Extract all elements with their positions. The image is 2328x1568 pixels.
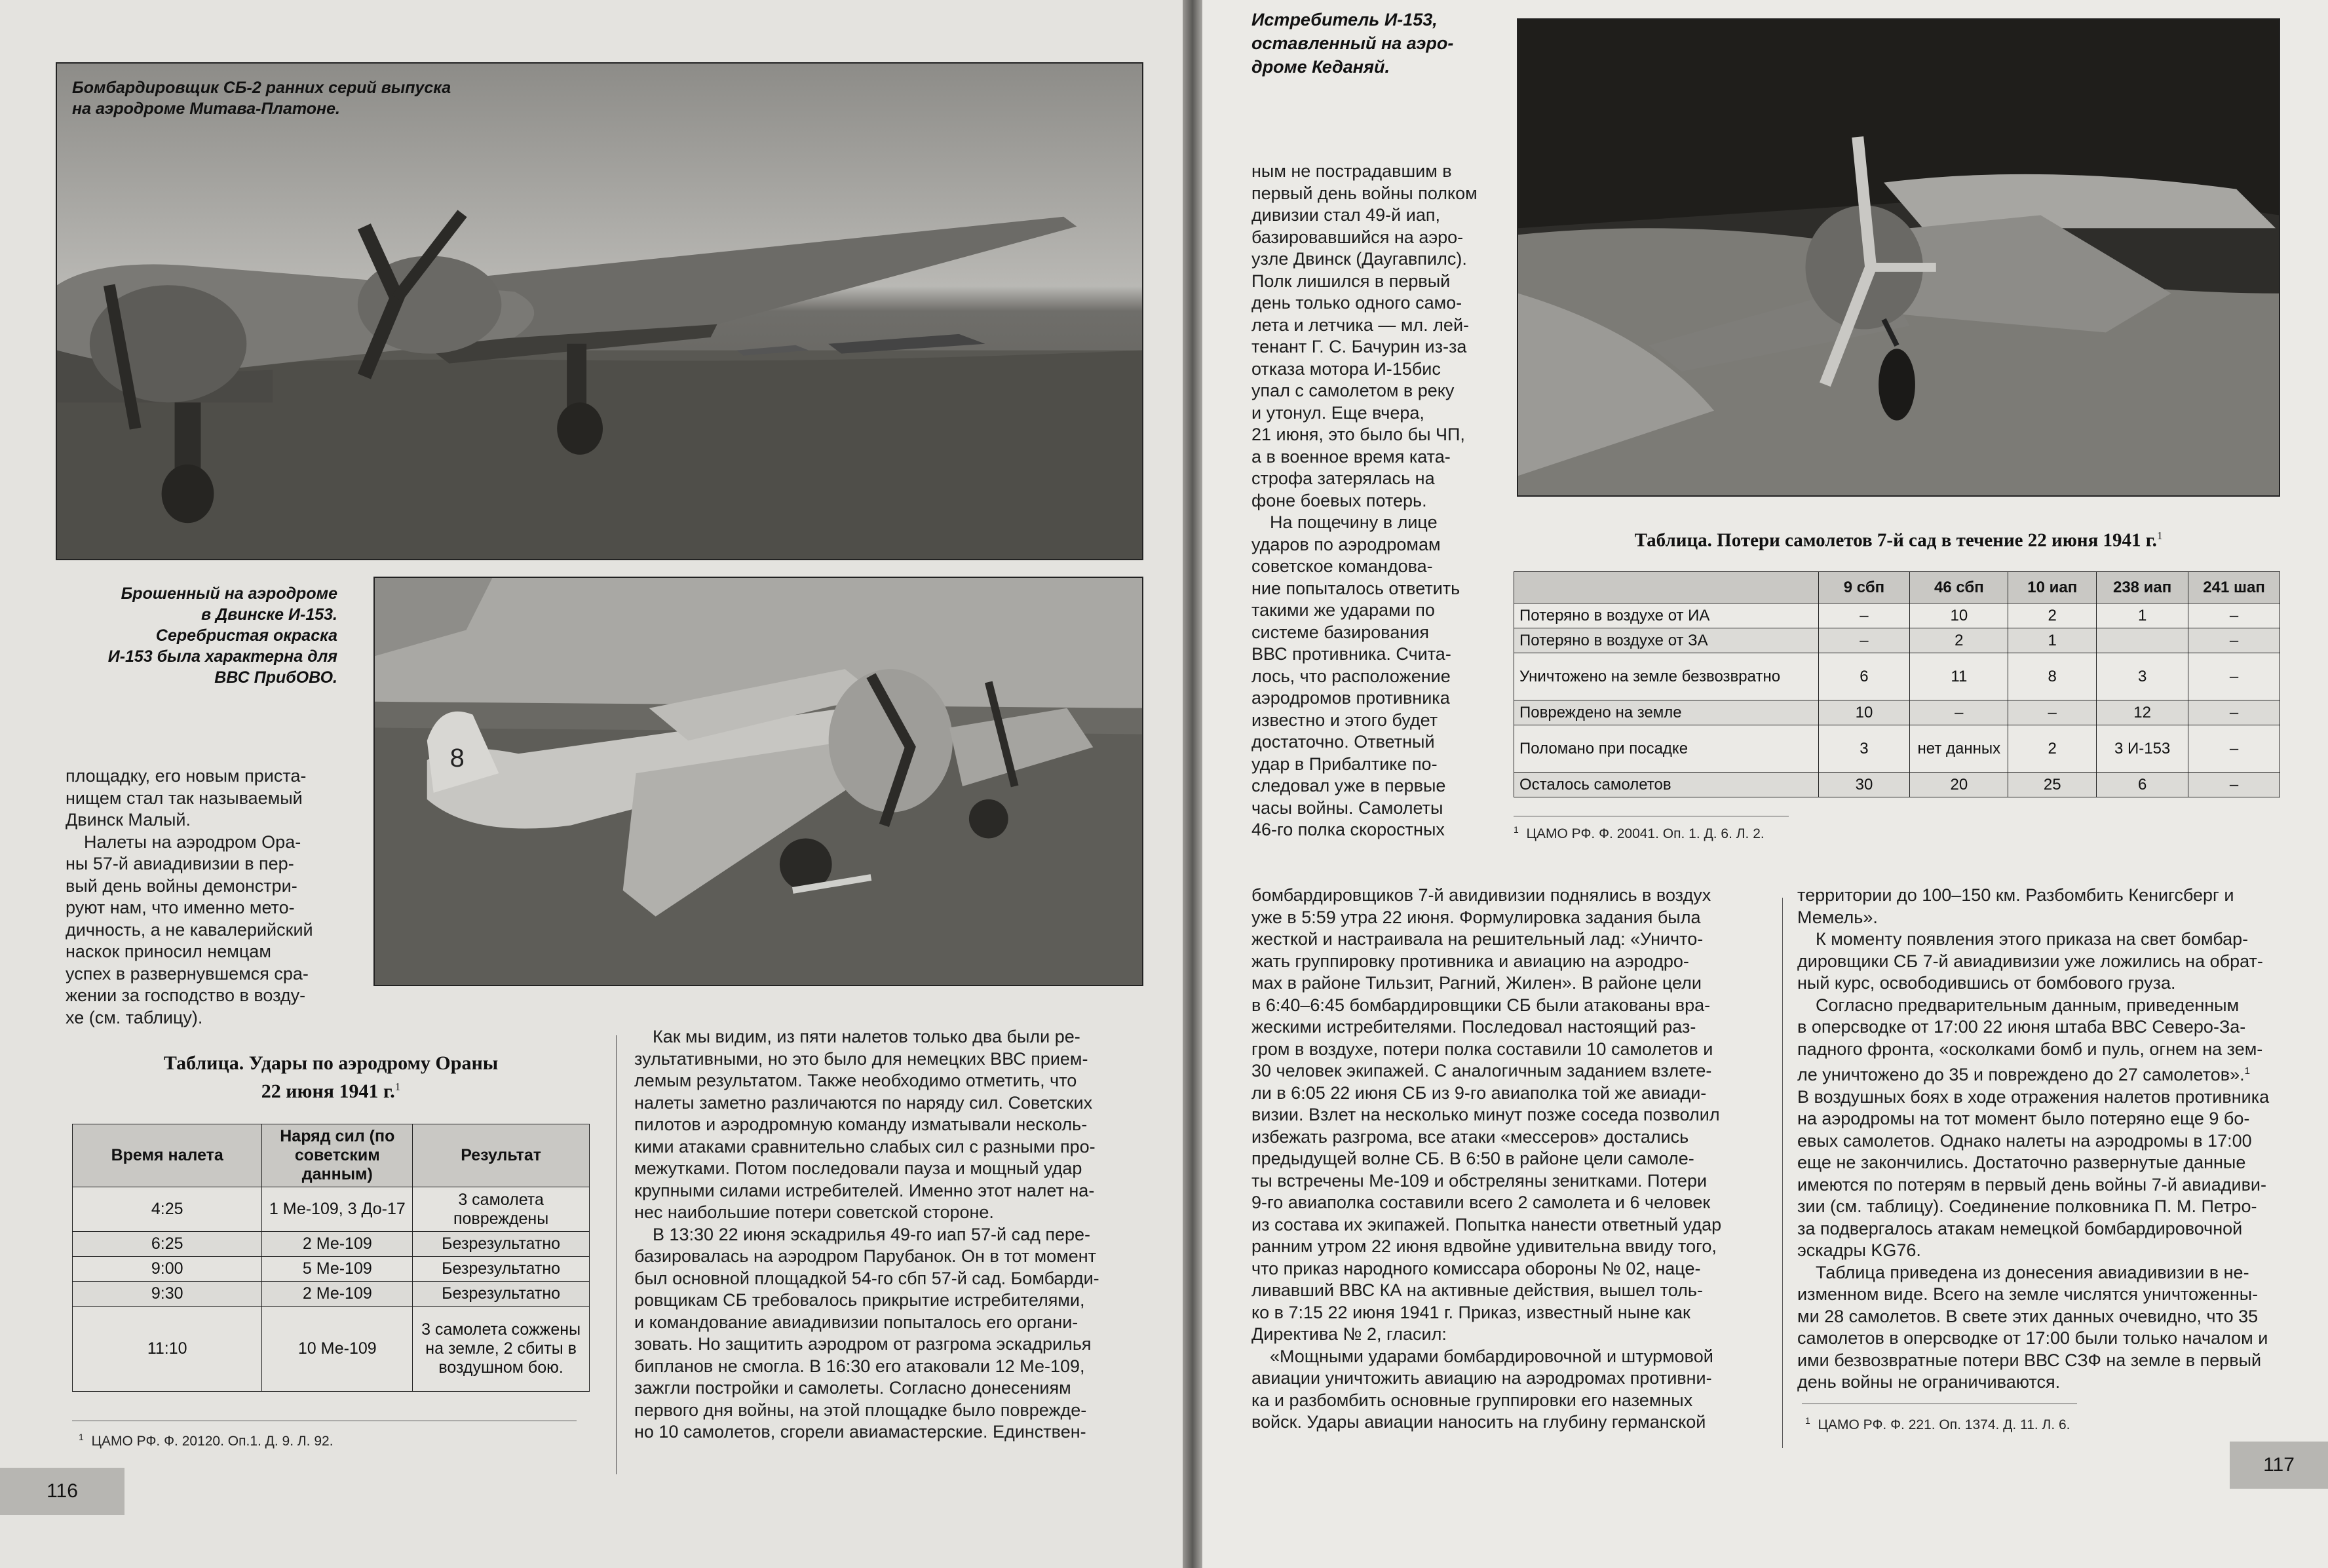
text-line: строфа затерялась на xyxy=(1251,468,1435,488)
table-cell: – xyxy=(1818,603,1910,628)
text-line: территории до 100–150 км. Разбомбить Кенигсберг и xyxy=(1797,885,2234,905)
table-header: Результат xyxy=(413,1124,590,1187)
text-line: жескими истребителями. Последовал настоящий раз- xyxy=(1251,1017,1696,1037)
text-line: Директива № 2, гласил: xyxy=(1251,1324,1447,1344)
text-line: уже в 5:59 утра 22 июня. Формулировка задания была xyxy=(1251,907,1701,927)
text-line: «Мощными ударами бомбардировочной и штурмовой xyxy=(1270,1346,1713,1366)
text-line: базировавшийся на аэро- xyxy=(1251,227,1464,247)
left-col2-text xyxy=(634,1026,1152,1444)
sb2-bomber-image xyxy=(57,64,1142,559)
text-line: дичность, а не кавалерийский xyxy=(66,919,313,940)
text-line: предыдущей волне СБ. В 6:50 в районе цели самоле- xyxy=(1251,1149,1694,1168)
text-line: нес наибольшие потери советской стороне. xyxy=(634,1202,994,1222)
table-cell: 30 xyxy=(1818,773,1910,797)
photo-i153-kedanai xyxy=(1517,18,2280,497)
table-cell: Безрезультатно xyxy=(413,1232,590,1257)
table-title-line: 22 июня 1941 г. xyxy=(261,1080,395,1102)
text-line: 9-го авиаполка составили всего 2 самолета и 6 человек xyxy=(1251,1193,1711,1212)
table-title-text: Таблица. Потери самолетов 7-й сад в течение 22 июня 1941 г. xyxy=(1634,529,2157,551)
table-cell: 3 самолета сожжены на земле, 2 сбиты в воздушном бою. xyxy=(413,1307,590,1392)
text-line: ливавший ВВС КА на активные действия, вышел толь- xyxy=(1251,1280,1703,1300)
table-row xyxy=(1514,653,2280,700)
table-cell: 3 самолета повреждены xyxy=(413,1187,590,1232)
text-line: 30 человек экипажей. С аналогичным заданием взлете- xyxy=(1251,1061,1712,1080)
text-line: К моменту появления этого приказа на свет бомбар- xyxy=(1816,929,2249,949)
text-line: падного фронта, «осколками бомб и пуль, огнем на зем- xyxy=(1797,1039,2263,1059)
text-line: ко в 7:15 22 июня 1941 г. Приказ, известный ныне как xyxy=(1251,1302,1690,1322)
text-line: что приказ народного комиссара обороны № 02, наце- xyxy=(1251,1258,1701,1278)
table-cell: 8 xyxy=(2008,653,2097,700)
text-line: первого дня войны, на этой площадке было поврежде- xyxy=(634,1400,1087,1420)
table-row xyxy=(1514,628,2280,653)
text-line: лемым результатом. Также необходимо отметить, что xyxy=(634,1071,1077,1090)
table-header: 10 иап xyxy=(2008,572,2097,603)
text-line: фоне боевых потерь. xyxy=(1251,490,1427,510)
text-line: часы войны. Самолеты xyxy=(1251,797,1443,818)
text-line: и утонул. Еще вчера, xyxy=(1251,402,1424,423)
text-line: лось, что расположение xyxy=(1251,666,1451,686)
text-line: бомбардировщиков 7-й авидивизии поднялись в воздух xyxy=(1251,885,1711,905)
text-line: и командование авиадивизии попыталось его органи- xyxy=(634,1312,1078,1332)
text-line: первый день войны полком xyxy=(1251,183,1478,203)
column-divider xyxy=(616,1035,617,1474)
table-cell: Безрезультатно xyxy=(413,1282,590,1307)
footnote-ref: 1 xyxy=(2244,1065,2250,1077)
right-footnote-bottom xyxy=(1805,1415,2070,1433)
table-header xyxy=(1514,572,1819,603)
footnote-text: ЦАМО РФ. Ф. 221. Оп. 1374. Д. 11. Л. 6. xyxy=(1818,1417,2070,1432)
table-cell: 12 xyxy=(2097,700,2188,725)
footnote-ref: 1 xyxy=(2156,529,2163,542)
text-line: дировщики СБ 7-й авиадивизии уже ложились на обрат- xyxy=(1797,951,2263,971)
caption-line: Серебристая окраска xyxy=(155,626,337,645)
text-line: за подвергалось атакам немецкой бомбардировочной xyxy=(1797,1218,2243,1238)
text-line: ударов по аэродромам xyxy=(1251,534,1441,554)
photo-sb2-bomber xyxy=(56,62,1143,560)
text-line: ранним утром 22 июня вдвойне удивительна ввиду того, xyxy=(1251,1236,1717,1256)
table-cell: – xyxy=(1910,700,2008,725)
text-line: вый день войны демонстри- xyxy=(66,875,297,896)
table-cell: Потеряно в воздухе от ИА xyxy=(1514,603,1819,628)
text-line: ими безвозвратные потери ВВС СЗФ на земле в первый xyxy=(1797,1350,2262,1370)
table-row xyxy=(73,1232,590,1257)
text-line: мах в районе Тильзит, Рагний, Жилен». В районе цели xyxy=(1251,973,1702,993)
i153-kedanai-image xyxy=(1518,20,2279,495)
text-line: В 13:30 22 июня эскадрилья 49-го иап 57-й сад пере- xyxy=(653,1224,1091,1244)
text-line: наскок приносил немцам xyxy=(66,942,271,961)
text-line: системе базирования xyxy=(1251,622,1429,642)
text-line: ным не пострадавшим в xyxy=(1251,161,1452,181)
text-line: зовать. Но защитить аэродром от разгрома эскадрилья xyxy=(634,1334,1092,1354)
table-cell: 3 xyxy=(1818,725,1910,773)
text-line: Налеты на аэродром Ора- xyxy=(84,832,301,852)
text-line: хе (см. таблицу). xyxy=(66,1007,203,1027)
text-line: гром в воздухе, потери полка составили 10 самолетов и xyxy=(1251,1039,1713,1059)
caption-line: И-153 была характерна для xyxy=(107,647,337,666)
table-cell: 4:25 xyxy=(73,1187,262,1232)
left-table-title xyxy=(72,1052,590,1103)
caption-sb2 xyxy=(72,77,662,119)
text-line: ты встречены Ме-109 и обстреляны зенитками. Потери xyxy=(1251,1170,1708,1191)
text-line: визии. Взлет на несколько минут позже соседа позволил xyxy=(1251,1105,1720,1124)
table-cell: 5 Ме-109 xyxy=(262,1257,413,1282)
table-cell: 1 Ме-109, 3 До-17 xyxy=(262,1187,413,1232)
text-line: нищем стал так называемый xyxy=(66,788,303,808)
right-table-title xyxy=(1517,524,2280,552)
text-line: дивизии стал 49-й иап, xyxy=(1251,205,1440,225)
left-footnote xyxy=(79,1432,334,1449)
table-header: Наряд сил (по советским данным) xyxy=(262,1124,413,1187)
text-line: Полк лишился в первый xyxy=(1251,271,1451,291)
caption-line: ВВС ПрибОВО. xyxy=(214,668,337,687)
text-line: ле уничтожено до 35 и повреждено до 27 самолетов». xyxy=(1797,1065,2245,1084)
column-divider xyxy=(1782,898,1783,1448)
text-line: Мемель». xyxy=(1797,907,1878,927)
table-cell: 11:10 xyxy=(73,1307,262,1392)
text-line: войск. Удары авиации наносить на глубину германской xyxy=(1251,1412,1706,1432)
footnote-number: 1 xyxy=(1805,1415,1810,1426)
table-cell: – xyxy=(2188,773,2280,797)
table-header: 46 сбп xyxy=(1910,572,2008,603)
table-orany-raids xyxy=(72,1124,590,1392)
text-line: успех в развернувшемся сра- xyxy=(66,963,309,984)
text-line: площадку, его новым приста- xyxy=(66,766,307,786)
table-cell: 2 xyxy=(2008,603,2097,628)
table-7sad-losses xyxy=(1514,571,2280,797)
text-line: упал с самолетом в реку xyxy=(1251,381,1455,400)
text-line: жении за господство в возду- xyxy=(66,985,306,1005)
text-line: 46-го полка скоростных xyxy=(1251,820,1445,839)
text-line: но 10 самолетов, сгорели авиамастерские. Единствен- xyxy=(634,1422,1086,1442)
table-header: 241 шап xyxy=(2188,572,2280,603)
caption-sb2-line: Бомбардировщик СБ-2 ранних серий выпуска xyxy=(72,79,451,97)
svg-text:8: 8 xyxy=(449,744,465,773)
table-cell: 3 И-153 xyxy=(2097,725,2188,773)
text-line: достаточно. Ответный xyxy=(1251,732,1435,752)
right-footnote-top xyxy=(1514,824,1765,842)
text-line: Как мы видим, из пяти налетов только два были ре- xyxy=(653,1027,1080,1046)
caption-line: Брошенный на аэродроме xyxy=(121,584,337,603)
text-line: Двинск Малый. xyxy=(66,810,191,830)
text-line: жать группировку противника и авиацию на аэродро- xyxy=(1251,951,1689,971)
table-cell: 6 xyxy=(1818,653,1910,700)
table-cell: 1 xyxy=(2097,603,2188,628)
table-cell: 11 xyxy=(1910,653,2008,700)
text-line: Таблица приведена из донесения авиадивизии в не- xyxy=(1816,1262,2249,1282)
text-line: зии (см. таблицу). Соединение полковника П. М. Петро- xyxy=(1797,1196,2257,1216)
text-line: лета и летчика — мл. лей- xyxy=(1251,315,1470,335)
table-row xyxy=(1514,725,2280,773)
text-line: 21 июня, это было бы ЧП, xyxy=(1251,425,1465,444)
table-cell: 6:25 xyxy=(73,1232,262,1257)
text-line: эскадры KG76. xyxy=(1797,1240,1921,1260)
i153-dvinsk-image xyxy=(375,578,1142,985)
text-line: удар в Прибалтике по- xyxy=(1251,754,1438,774)
right-col3-text xyxy=(1797,885,2295,1394)
text-line: на аэродромы на тот момент было потеряно еще 9 бо- xyxy=(1797,1109,2250,1128)
caption-sb2-line: на аэродроме Митава-Платоне. xyxy=(72,100,340,118)
table-cell: нет данных xyxy=(1910,725,2008,773)
text-line: ка и разбомбить основные группировки его наземных xyxy=(1251,1390,1693,1410)
table-cell: – xyxy=(2188,725,2280,773)
text-line: самолетов в оперсводке от 17:00 были только началом и xyxy=(1797,1328,2268,1348)
page-number-right: 117 xyxy=(2230,1442,2328,1489)
text-line: зультативными, но это было для немецких ВВС прием- xyxy=(634,1048,1088,1069)
text-line: день только одного само- xyxy=(1251,293,1462,313)
text-line: узле Двинск (Даугавпилс). xyxy=(1251,249,1467,269)
text-line: ВВС противника. Счита- xyxy=(1251,644,1451,664)
text-line: На пощечину в лице xyxy=(1270,512,1438,532)
text-line: пилотов и аэродромную команду изматывали несколь- xyxy=(634,1115,1088,1134)
text-line: крупными силами истребителей. Именно этот налет на- xyxy=(634,1180,1095,1200)
table-cell: Потеряно в воздухе от ЗА xyxy=(1514,628,1819,653)
table-cell xyxy=(2097,628,2188,653)
caption-line: в Двинске И-153. xyxy=(201,605,337,624)
text-line: ровщикам СБ требовалось прикрытие истребителями, xyxy=(634,1290,1085,1310)
caption-line: дроме Кеданяй. xyxy=(1251,57,1390,77)
text-line: евых самолетов. Однако налеты на аэродромы в 17:00 xyxy=(1797,1130,2252,1151)
table-row xyxy=(1514,603,2280,628)
table-cell: 10 xyxy=(1910,603,2008,628)
table-cell: – xyxy=(1818,628,1910,653)
table-cell: – xyxy=(2188,603,2280,628)
text-line: советское командова- xyxy=(1251,556,1433,576)
table-cell: – xyxy=(2188,700,2280,725)
table-cell: 2 xyxy=(1910,628,2008,653)
text-line: руют нам, что именно мето- xyxy=(66,898,295,917)
table-cell: Безрезультатно xyxy=(413,1257,590,1282)
book-spine xyxy=(1183,0,1202,1568)
table-row xyxy=(1514,700,2280,725)
text-line: жесткой и настраивала на решительный лад: «Уничто- xyxy=(1251,929,1704,949)
text-line: авиации уничтожить авиацию на аэродромах противни- xyxy=(1251,1368,1712,1388)
caption-i153-kedanai xyxy=(1251,8,1559,79)
text-line: бипланов не смогла. В 16:30 его атаковали 12 Ме-109, xyxy=(634,1356,1085,1376)
text-line: избежать разгрома, все атаки «мессеров» достались xyxy=(1251,1126,1689,1147)
text-line: аэродромов противника xyxy=(1251,688,1450,708)
table-row xyxy=(1514,773,2280,797)
text-line: зажгли постройки и самолеты. Согласно донесениям xyxy=(634,1378,1071,1398)
table-cell: 10 xyxy=(1818,700,1910,725)
table-cell: 9:30 xyxy=(73,1282,262,1307)
text-line: следовал уже в первые xyxy=(1251,776,1446,795)
table-row xyxy=(73,1282,590,1307)
text-line: базировалась на аэродром Парубанок. Он в тот момент xyxy=(634,1246,1097,1266)
table-row xyxy=(73,1187,590,1232)
table-cell: – xyxy=(2008,700,2097,725)
table-cell: – xyxy=(2188,628,2280,653)
table-header: 9 сбп xyxy=(1818,572,1910,603)
text-line: ны 57-й авиадивизии в пер- xyxy=(66,854,294,873)
caption-i153-dvinsk xyxy=(56,583,337,688)
text-line: В воздушных боях в ходе отражения налетов противника xyxy=(1797,1086,2270,1107)
table-cell: 2 Ме-109 xyxy=(262,1282,413,1307)
text-line: из состава их экипажей. Попытка нанести ответный удар xyxy=(1251,1214,1722,1234)
page-number-left: 116 xyxy=(0,1468,124,1515)
text-line: ный курс, освободившись от бомбового груза. xyxy=(1797,973,2176,993)
text-line: был основной площадкой 54-го сбп 57-й сад. Бомбарди- xyxy=(634,1268,1099,1288)
text-line: кими атаками сравнительно слабых сил с разными про- xyxy=(634,1136,1096,1157)
text-line: день войны не ограничиваются. xyxy=(1797,1372,2061,1392)
text-line: ми 28 самолетов. В свете этих данных очевидно, что 35 xyxy=(1797,1306,2259,1326)
table-cell: Уничтожено на земле безвозвратно xyxy=(1514,653,1819,700)
table-cell: 3 xyxy=(2097,653,2188,700)
text-line: отказа мотора И-15бис xyxy=(1251,358,1441,379)
right-page xyxy=(1202,0,2328,1568)
right-col1-text xyxy=(1251,161,1494,841)
text-line: в 6:40–6:45 бомбардировщики СБ были атакованы вра- xyxy=(1251,995,1711,1015)
table-header: Время налета xyxy=(73,1124,262,1187)
text-line: налеты заметно различаются по наряду сил. Советских xyxy=(634,1092,1093,1113)
left-col1-text xyxy=(66,765,344,1029)
text-line: в оперсводке от 17:00 22 июня штаба ВВС Северо-За- xyxy=(1797,1017,2246,1037)
footnote-text: ЦАМО РФ. Ф. 20041. Оп. 1. Д. 6. Л. 2. xyxy=(1526,826,1765,841)
table-cell: – xyxy=(2188,653,2280,700)
text-line: ние попыталось ответить xyxy=(1251,578,1460,598)
table-cell: 6 xyxy=(2097,773,2188,797)
footnote-number: 1 xyxy=(79,1432,84,1442)
table-cell: 1 xyxy=(2008,628,2097,653)
table-cell: 2 xyxy=(2008,725,2097,773)
table-cell: Поломано при посадке xyxy=(1514,725,1819,773)
text-line: тенант Г. С. Бачурин из-за xyxy=(1251,337,1467,356)
table-row xyxy=(73,1307,590,1392)
text-line: межутками. Потом последовали пауза и мощный удар xyxy=(634,1158,1082,1178)
table-row xyxy=(73,1257,590,1282)
text-line: известно и этого будет xyxy=(1251,710,1438,730)
caption-line: Истребитель И-153, xyxy=(1251,10,1438,29)
footnote-ref: 1 xyxy=(394,1080,401,1093)
table-cell: Повреждено на земле xyxy=(1514,700,1819,725)
table-cell: 2 Ме-109 xyxy=(262,1232,413,1257)
text-line: такими же ударами по xyxy=(1251,600,1435,620)
text-line: Согласно предварительным данным, приведенным xyxy=(1816,995,2240,1015)
right-col2-text xyxy=(1251,885,1763,1434)
caption-line: оставленный на аэро- xyxy=(1251,33,1454,53)
photo-i153-dvinsk xyxy=(373,577,1143,986)
text-line: ли в 6:05 22 июня СБ из 9-го авиаполка той же авиади- xyxy=(1251,1082,1707,1103)
table-header: 238 иап xyxy=(2097,572,2188,603)
table-cell: 20 xyxy=(1910,773,2008,797)
footnote-text: ЦАМО РФ. Ф. 20120. Оп.1. Д. 9. Л. 92. xyxy=(91,1434,334,1449)
table-cell: 10 Ме-109 xyxy=(262,1307,413,1392)
text-line: еще не закончились. Достаточно развернутые данные xyxy=(1797,1153,2246,1172)
table-cell: 25 xyxy=(2008,773,2097,797)
table-cell: Осталось самолетов xyxy=(1514,773,1819,797)
text-line: имеются по потерям в первый день войны 7-й авиадиви- xyxy=(1797,1174,2267,1195)
text-line: изменном виде. Всего на земле числятся уничтоженны- xyxy=(1797,1284,2259,1304)
table-cell: 9:00 xyxy=(73,1257,262,1282)
table-title-line: Таблица. Удары по аэродрому Ораны xyxy=(163,1052,499,1074)
footnote-number: 1 xyxy=(1514,824,1519,835)
text-line: а в военное время ката- xyxy=(1251,446,1451,467)
